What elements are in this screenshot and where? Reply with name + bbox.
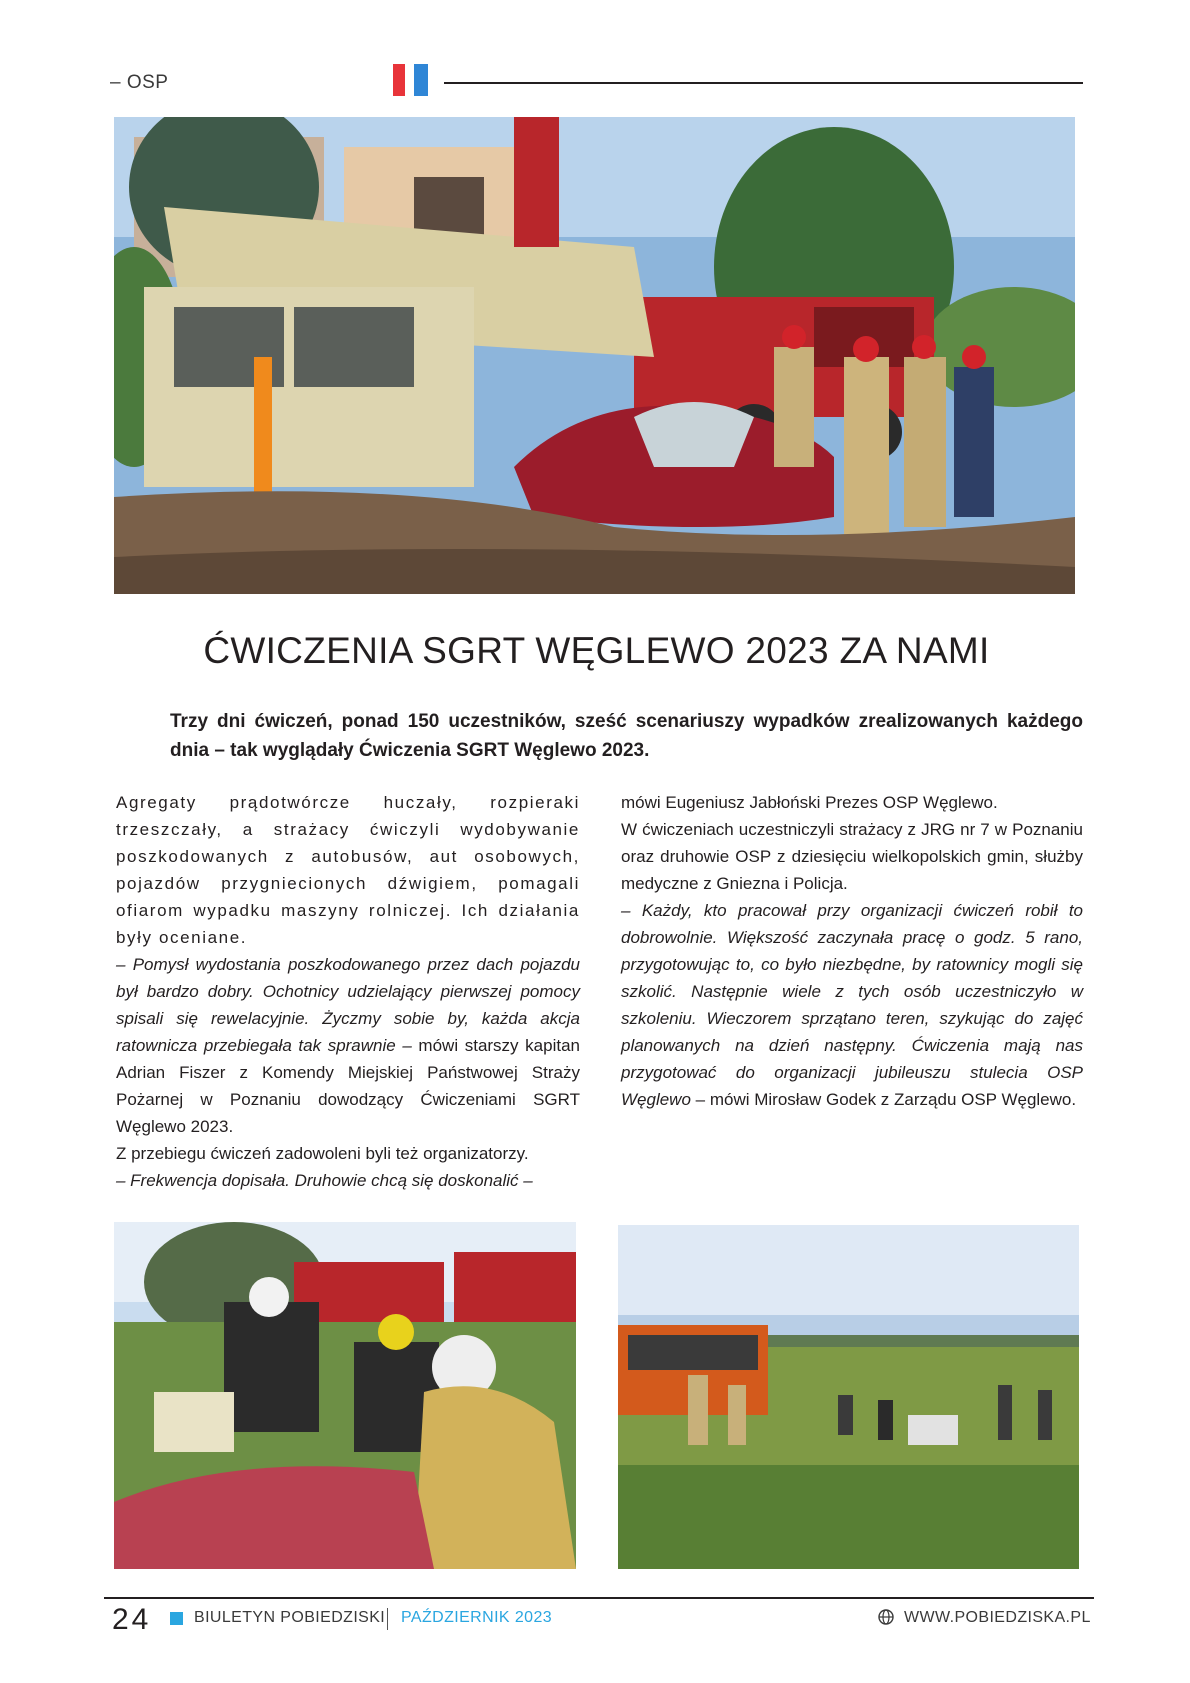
footer-accent-square	[170, 1612, 183, 1625]
globe-icon	[878, 1609, 894, 1625]
quote-text: – Każdy, kto pracował przy organizacji ćwiczeń robił to dobrowolnie. Większość zaczynała pracę o godz. 5 rano, przygotowując to, co było niezbędne, by ratownicy mogli się szkolić. Następnie wiele z tych osób uczestniczyło w szkoleniu. Wieczorem sprzątano teren, szykując do zajęć planowanych na dzień następny. Ćwiczenia mają nas przygotować do organizacji jubileuszu stulecia OSP Węglewo	[621, 901, 1083, 1109]
footer-rule	[104, 1597, 1094, 1599]
body-column-right	[621, 789, 1083, 1113]
flag-blue-stripe	[414, 64, 428, 96]
publication-name: BIULETYN POBIEDZISKI	[194, 1609, 386, 1626]
paragraph	[116, 951, 580, 1140]
paragraph: W ćwiczeniach uczestniczyli strażacy z JRG nr 7 w Poznaniu oraz druhowie OSP z dziesięciu wielkopolskich gmin, służby medyczne z Gniezna i Policja.	[621, 820, 1083, 893]
flag-red-stripe	[393, 64, 405, 96]
article-lead: Trzy dni ćwiczeń, ponad 150 uczestników, sześć scenariuszy wypadków zrealizowanych każdego dnia – tak wyglądały Ćwiczenia SGRT Węglewo 2023.	[170, 711, 1083, 761]
section-label: – OSP	[110, 72, 169, 93]
paragraph	[621, 897, 1083, 1113]
paragraph: Z przebiegu ćwiczeń zadowoleni byli też organizatorzy.	[116, 1144, 529, 1163]
article-title: ĆWICZENIA SGRT WĘGLEWO 2023 ZA NAMI	[203, 630, 990, 671]
quote-text: – Frekwencja dopisała. Druhowie chcą się doskonalić –	[116, 1171, 533, 1190]
photo-firefighters-victims	[114, 1222, 576, 1569]
body-column-left	[116, 789, 580, 1194]
paragraph: mówi Eugeniusz Jabłoński Prezes OSP Węglewo.	[621, 793, 998, 812]
quote-attribution: – mówi Mirosław Godek z Zarządu OSP Węglewo.	[690, 1090, 1077, 1109]
main-photo-crane-crash	[114, 117, 1075, 594]
page-number: 24	[112, 1603, 152, 1636]
issue-date: PAŹDZIERNIK 2023	[401, 1609, 553, 1626]
website-link[interactable]: WWW.POBIEDZISKA.PL	[904, 1609, 1091, 1626]
quote-text: – Pomysł wydostania poszkodowanego przez dach pojazdu był bardzo dobry. Ochotnicy udzielający pierwszej pomocy spisali się rewelacyjnie. Życzmy sobie by, każda akcja ratownicza przebiegała tak sprawnie –	[116, 955, 580, 1055]
photo-bus-field	[618, 1225, 1079, 1569]
quote-attribution: mówi starszy kapitan Adrian Fiszer z Komendy Miejskiej Państwowej Straży Pożarnej w Poznaniu dowodzący Ćwiczeniami SGRT Węglewo 2023.	[116, 1036, 581, 1136]
header-rule	[444, 82, 1083, 84]
footer-separator	[387, 1608, 388, 1630]
paragraph: Agregaty prądotwórcze huczały, rozpieraki trzeszczały, a strażacy ćwiczyli wydobywanie poszkodowanych z autobusów, aut osobowych, pojazdów przygniecionych dźwigiem, pomagali ofiarom wypadku maszyny rolniczej. Ich działania były oceniane.	[116, 793, 580, 947]
